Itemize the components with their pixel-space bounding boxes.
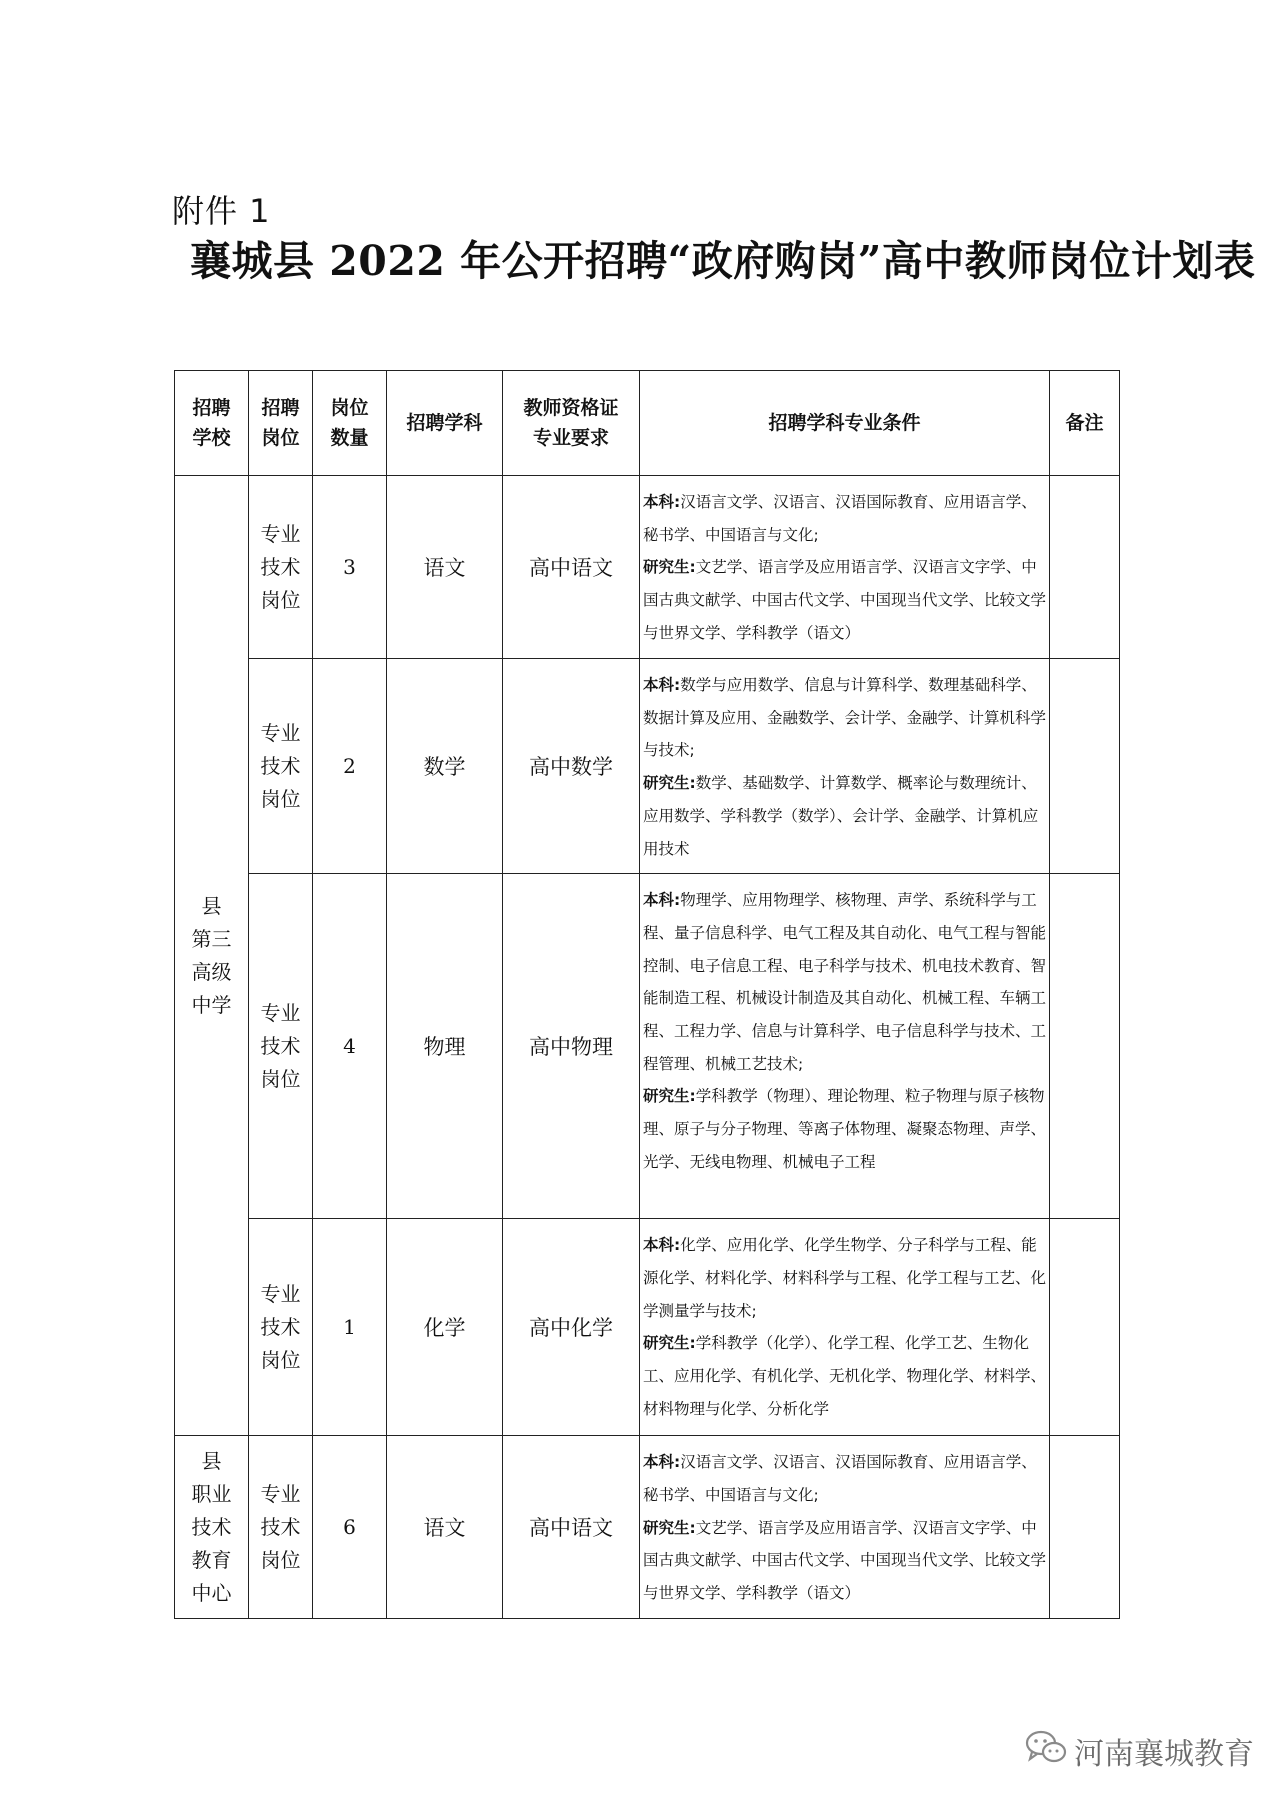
header-post-line: 岗位 bbox=[261, 427, 300, 449]
bachelor-label: 本科: bbox=[643, 1236, 681, 1255]
school-text: 中学 bbox=[191, 992, 232, 1017]
graduate-majors: 数学、基础数学、计算数学、概率论与数理统计、应用数学、学科教学（数学）、会计学、金融学、计算机应用技术 bbox=[643, 774, 1039, 858]
header-cert bbox=[503, 371, 640, 476]
count-cell: 1 bbox=[313, 1219, 387, 1436]
school-text: 技术 bbox=[191, 1514, 232, 1539]
school-text: 第三 bbox=[191, 926, 232, 951]
table-row bbox=[175, 1436, 1120, 1619]
school-text: 县 bbox=[201, 893, 222, 918]
subject-cell: 物理 bbox=[387, 874, 503, 1219]
graduate-majors: 文艺学、语言学及应用语言学、汉语言文字学、中国古典文献学、中国古代文学、中国现当代文学、比较文学与世界文学、学科教学（语文） bbox=[643, 558, 1047, 642]
bachelor-requirement bbox=[643, 486, 1047, 551]
watermark-text: 河南襄城教育 bbox=[1074, 1737, 1254, 1772]
post-text: 技术 bbox=[260, 753, 301, 778]
post-text: 岗位 bbox=[260, 1347, 301, 1372]
school-text: 职业 bbox=[191, 1481, 232, 1506]
post-text: 岗位 bbox=[260, 1066, 301, 1091]
header-post-line: 招聘 bbox=[261, 397, 300, 419]
post-cell bbox=[249, 1436, 313, 1619]
graduate-label: 研究生: bbox=[643, 774, 696, 793]
table-row bbox=[175, 874, 1120, 1219]
post-text: 岗位 bbox=[260, 786, 301, 811]
graduate-label: 研究生: bbox=[643, 1518, 696, 1537]
post-cell bbox=[249, 1219, 313, 1436]
cert-cell: 高中化学 bbox=[503, 1219, 640, 1436]
post-text: 岗位 bbox=[260, 587, 301, 612]
bachelor-label: 本科: bbox=[643, 493, 681, 511]
subject-cell: 数学 bbox=[387, 659, 503, 874]
post-text: 岗位 bbox=[260, 1547, 301, 1572]
conditions-cell bbox=[640, 476, 1050, 659]
header-cert-line: 教师资格证 bbox=[523, 397, 619, 419]
wechat-icon bbox=[1024, 1728, 1068, 1774]
subject-cell: 化学 bbox=[387, 1219, 503, 1436]
school-text: 高级 bbox=[191, 959, 232, 984]
bachelor-requirement bbox=[643, 669, 1047, 767]
post-text: 专业 bbox=[260, 1281, 301, 1306]
cert-cell: 高中数学 bbox=[503, 659, 640, 874]
post-text: 技术 bbox=[260, 554, 301, 579]
remark-cell bbox=[1050, 659, 1120, 874]
header-post bbox=[249, 371, 313, 476]
school-text: 中心 bbox=[191, 1580, 232, 1605]
remark-cell bbox=[1050, 476, 1120, 659]
bachelor-label: 本科: bbox=[643, 676, 681, 694]
graduate-requirement bbox=[643, 551, 1047, 649]
bachelor-label: 本科: bbox=[643, 891, 681, 910]
school-cell bbox=[175, 476, 249, 1436]
school-text: 县 bbox=[201, 1448, 222, 1473]
post-text: 技术 bbox=[260, 1314, 301, 1339]
post-cell bbox=[249, 874, 313, 1219]
conditions-cell bbox=[640, 659, 1050, 874]
count-cell: 4 bbox=[313, 874, 387, 1219]
graduate-requirement bbox=[643, 767, 1047, 865]
graduate-requirement bbox=[643, 1512, 1047, 1610]
bachelor-requirement bbox=[643, 1229, 1047, 1327]
graduate-requirement bbox=[643, 1327, 1047, 1425]
bachelor-majors: 数学与应用数学、信息与计算科学、数理基础科学、数据计算及应用、金融数学、会计学、金融学、计算机科学与技术; bbox=[643, 676, 1047, 760]
header-row bbox=[175, 371, 1120, 476]
bachelor-majors: 汉语言文学、汉语言、汉语国际教育、应用语言学、秘书学、中国语言与文化; bbox=[643, 493, 1037, 544]
recruitment-plan-table bbox=[174, 370, 1120, 1619]
subject-cell: 语文 bbox=[387, 1436, 503, 1619]
count-cell: 3 bbox=[313, 476, 387, 659]
table-row bbox=[175, 1219, 1120, 1436]
header-count-line: 岗位 bbox=[330, 397, 369, 419]
conditions-cell bbox=[640, 874, 1050, 1219]
header-school bbox=[175, 371, 249, 476]
table-row bbox=[175, 659, 1120, 874]
bachelor-requirement bbox=[643, 884, 1047, 1080]
post-text: 专业 bbox=[260, 521, 301, 546]
header-school-line: 学校 bbox=[192, 427, 231, 449]
header-count bbox=[313, 371, 387, 476]
cert-cell: 高中语文 bbox=[503, 476, 640, 659]
header-subject: 招聘学科 bbox=[387, 371, 503, 476]
post-text: 专业 bbox=[260, 720, 301, 745]
remark-cell bbox=[1050, 1219, 1120, 1436]
conditions-cell bbox=[640, 1219, 1050, 1436]
graduate-label: 研究生: bbox=[643, 1087, 696, 1106]
graduate-label: 研究生: bbox=[643, 1334, 696, 1353]
count-cell: 2 bbox=[313, 659, 387, 874]
bachelor-requirement bbox=[643, 1446, 1047, 1511]
conditions-cell bbox=[640, 1436, 1050, 1619]
graduate-majors: 学科教学（化学）、化学工程、化学工艺、生物化工、应用化学、有机化学、无机化学、物理化学、材料学、材料物理与化学、分析化学 bbox=[643, 1334, 1047, 1418]
remark-cell bbox=[1050, 1436, 1120, 1619]
bachelor-majors: 物理学、应用物理学、核物理、声学、系统科学与工程、量子信息科学、电气工程及其自动化、电气工程与智能控制、电子信息工程、电子科学与技术、机电技术教育、智能制造工程、机械设计制造及其自动化、机械工程、车辆工程、工程力学、信息与计算科学、电子信息科学与技术、工程管理、机械工艺技术; bbox=[643, 891, 1047, 1073]
post-cell bbox=[249, 659, 313, 874]
watermark bbox=[1024, 1728, 1254, 1774]
document-title: 襄城县 2022 年公开招聘“政府购岗”高中教师岗位计划表 bbox=[190, 237, 1256, 285]
bachelor-majors: 化学、应用化学、化学生物学、分子科学与工程、能源化学、材料化学、材料科学与工程、化学工程与工艺、化学测量学与技术; bbox=[643, 1236, 1047, 1320]
post-text: 专业 bbox=[260, 1000, 301, 1025]
header-conditions: 招聘学科专业条件 bbox=[640, 371, 1050, 476]
school-cell bbox=[175, 1436, 249, 1619]
post-text: 技术 bbox=[260, 1033, 301, 1058]
header-cert-line: 专业要求 bbox=[532, 427, 609, 449]
header-remark: 备注 bbox=[1050, 371, 1120, 476]
remark-cell bbox=[1050, 874, 1120, 1219]
graduate-majors: 学科教学（物理）、理论物理、粒子物理与原子核物理、原子与分子物理、等离子体物理、凝聚态物理、声学、光学、无线电物理、机械电子工程 bbox=[643, 1087, 1047, 1171]
cert-cell: 高中物理 bbox=[503, 874, 640, 1219]
post-text: 技术 bbox=[260, 1514, 301, 1539]
post-cell bbox=[249, 476, 313, 659]
graduate-requirement bbox=[643, 1080, 1047, 1178]
annex-label: 附件 1 bbox=[172, 192, 271, 230]
header-school-line: 招聘 bbox=[192, 397, 231, 419]
subject-cell: 语文 bbox=[387, 476, 503, 659]
post-text: 专业 bbox=[260, 1481, 301, 1506]
bachelor-majors: 汉语言文学、汉语言、汉语国际教育、应用语言学、秘书学、中国语言与文化; bbox=[643, 1453, 1037, 1504]
bachelor-label: 本科: bbox=[643, 1453, 681, 1472]
cert-cell: 高中语文 bbox=[503, 1436, 640, 1619]
header-count-line: 数量 bbox=[330, 427, 369, 449]
graduate-majors: 文艺学、语言学及应用语言学、汉语言文字学、中国古典文献学、中国古代文学、中国现当代文学、比较文学与世界文学、学科教学（语文） bbox=[643, 1518, 1047, 1603]
count-cell: 6 bbox=[313, 1436, 387, 1619]
table-row bbox=[175, 476, 1120, 659]
graduate-label: 研究生: bbox=[643, 558, 696, 577]
school-text: 教育 bbox=[191, 1547, 232, 1572]
